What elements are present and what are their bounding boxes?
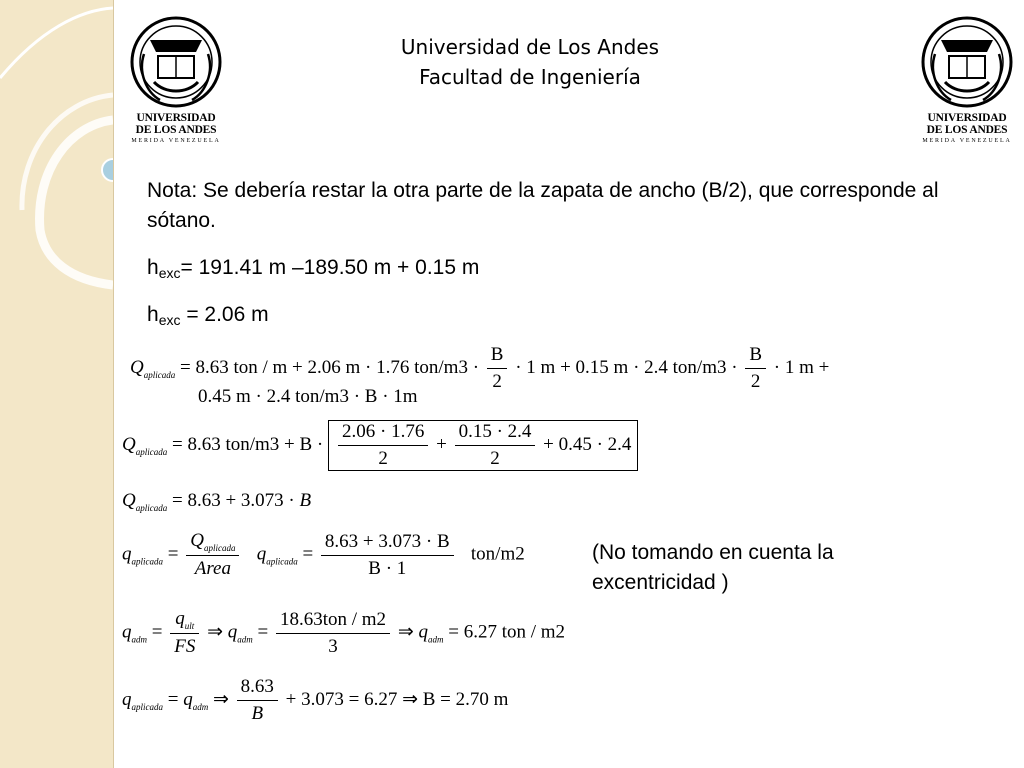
- university-seal-icon: [921, 12, 1013, 112]
- logo-location: MERIDA VENEZUELA: [131, 138, 221, 144]
- equation-q-applied-1-line2: 0.45 m · 2.4 ton/m3 · B · 1m: [198, 386, 418, 407]
- hexc-equation-1: $h_{exc}= 191.41$ m –189.50 m + 0.15 m: [147, 256, 480, 281]
- equation-q-applied-1: $Q_{aplicada} = 8.63$ ton / m + 2.06 m · 1.76 ton/m3 · $\frac{B}{2}$ · 1 m + 0.15 m · 2.4 ton/m3 · $\frac{B}{2}$ · 1 m +: [130, 344, 830, 392]
- university-seal-icon: [130, 12, 222, 112]
- header-university: Universidad de Los Andes: [400, 35, 660, 59]
- university-logo-left: [130, 12, 222, 152]
- equation-solve-b: $q_{aplicada} = q_{adm}$ ⇒ $\frac{8.63}{B}$ + 3.073 = 6.27 ⇒ B = 2.70 m: [122, 676, 509, 724]
- decorative-sidebar: [0, 0, 113, 768]
- fraction-b-half: $\frac{B}{2}$: [487, 344, 508, 393]
- hexc-equation-2: $h_{exc} = 2.06$ m: [147, 303, 269, 328]
- eccentricity-note: (No tomando en cuenta la excentricidad ): [592, 541, 834, 594]
- fraction-b-half: $\frac{B}{2}$: [745, 344, 766, 393]
- sidebar-arcs: [0, 0, 113, 768]
- university-logo-right: [921, 12, 1013, 152]
- logo-location: MERIDA VENEZUELA: [922, 138, 1012, 144]
- equation-q-applied-2: $Q_{aplicada} = 8.63$ ton/m3 + B · $\frac{2.06 \cdot 1.76}{2}$ + $\frac{0.15 \cdot 2.4}{2}$ + 0.45 · 2.4: [122, 420, 638, 471]
- page-header: [330, 32, 730, 92]
- header-faculty: Facultad de Ingeniería: [419, 65, 641, 89]
- logo-name: UNIVERSIDAD DE LOS ANDES: [926, 112, 1008, 136]
- equation-q-applied-area: $q_{aplicada}$ = $\frac{Q_{aplicada}}{\text{Area}}$ $q_{aplicada}$ = $\frac{8.63 + 3.073 \cdot B}{B \cdot 1}$ ton/m2: [122, 530, 525, 579]
- bracket-group: $\frac{2.06 \cdot 1.76}{2}$ + $\frac{0.15 \cdot 2.4}{2}$ + 0.45 · 2.4: [328, 420, 638, 471]
- equation-q-applied-3: $Q_{aplicada} = 8.63 + 3.073 \cdot B$: [122, 490, 312, 513]
- equation-q-adm: $q_{adm}$ = $\frac{q_{ult}}{FS}$ ⇒ $q_{adm}$ = $\frac{\text{18.63ton / m2}}{3}$ ⇒ $q_{adm} = 6.27$ ton / m2: [122, 608, 566, 657]
- note-text: Nota: Se debería restar la otra parte de la zapata de ancho (B/2), que corresponde al sótano.: [147, 179, 939, 232]
- logo-name: UNIVERSIDAD DE LOS ANDES: [135, 112, 217, 136]
- sidebar-divider: [113, 0, 114, 768]
